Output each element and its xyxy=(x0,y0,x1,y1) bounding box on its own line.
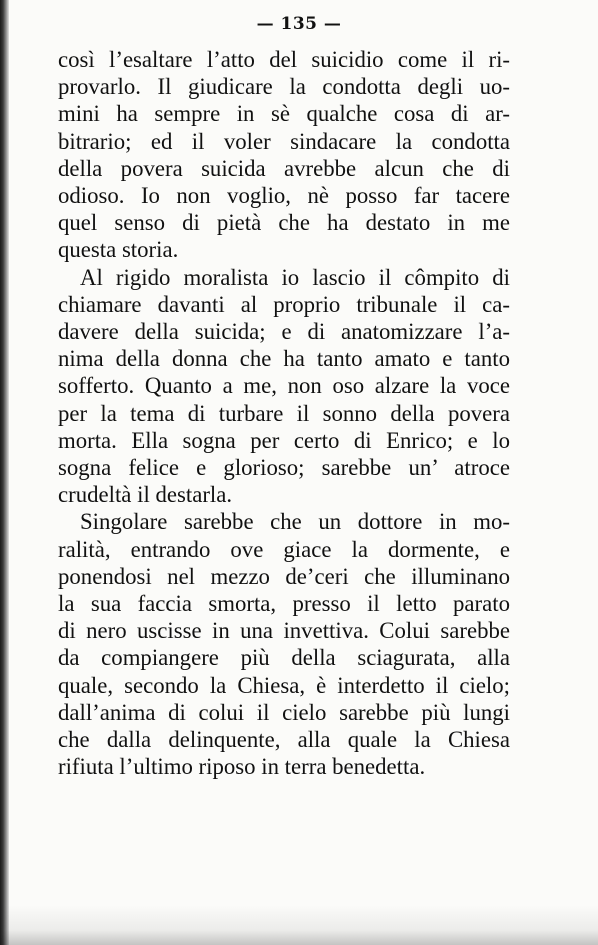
text-line: sofferto. Quanto a me, non oso alzare la voce xyxy=(58,373,510,399)
paragraph-2 xyxy=(58,264,510,509)
page-number: — 135 — xyxy=(256,14,342,34)
text-line: odioso. Io non voglio, nè posso far tacere xyxy=(58,183,510,209)
text-line: dall’anima di colui il cielo sarebbe più lungi xyxy=(58,699,510,725)
paragraph-1 xyxy=(58,46,510,264)
page-bottom-shadow xyxy=(0,905,598,945)
text-line: morta. Ella sogna per certo di Enrico; e lo xyxy=(58,427,510,453)
text-line: crudeltà il destarla. xyxy=(58,482,233,508)
text-line: nima della donna che ha tanto amato e tanto xyxy=(58,346,510,372)
text-line: provarlo. Il giudicare la condotta degli uo- xyxy=(58,74,510,100)
text-line: da compiangere più della sciagurata, alla xyxy=(58,645,510,671)
text-line: davere della suicida; e di anatomizzare l’a- xyxy=(58,319,510,345)
body-text xyxy=(58,46,510,780)
text-line: della povera suicida avrebbe alcun che di xyxy=(58,155,510,181)
text-line: di nero uscisse in una invettiva. Colui sarebbe xyxy=(58,618,510,644)
text-line: rifiuta l’ultimo riposo in terra benedetta. xyxy=(58,754,426,780)
text-line: questa storia. xyxy=(58,237,179,263)
text-line: la sua faccia smorta, presso il letto parato xyxy=(58,591,510,617)
text-line: che dalla delinquente, alla quale la Chiesa xyxy=(58,727,510,753)
text-line: sogna felice e glorioso; sarebbe un’ atroce xyxy=(58,455,510,481)
text-line: per la tema di turbare il sonno della povera xyxy=(58,400,510,426)
text-line: così l’esaltare l’atto del suicidio come il ri- xyxy=(58,47,510,72)
paragraph-3 xyxy=(58,508,510,780)
text-line: quale, secondo la Chiesa, è interdetto il cielo; xyxy=(58,672,510,698)
text-line: quel senso di pietà che ha destato in me xyxy=(58,210,510,236)
text-line: ralità, entrando ove giace la dormente, e xyxy=(58,536,510,562)
text-line: chiamare davanti al proprio tribunale il ca- xyxy=(58,291,510,317)
text-line: bitrario; ed il voler sindacare la condotta xyxy=(58,128,510,154)
text-line: Singolare sarebbe che un dottore in mo- xyxy=(80,509,510,535)
text-line: Al rigido moralista io lascio il cômpito di xyxy=(80,264,510,290)
page-binding-shadow xyxy=(0,0,9,945)
text-line: ponendosi nel mezzo de’ceri che illuminano xyxy=(58,563,510,589)
text-line: mini ha sempre in sè qualche cosa di ar- xyxy=(58,101,510,127)
